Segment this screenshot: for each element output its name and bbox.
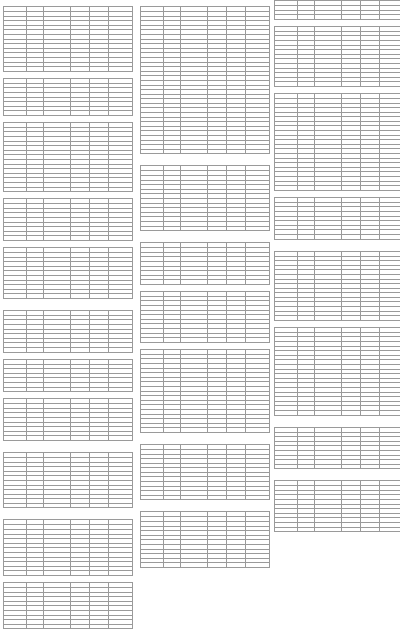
table-cell bbox=[361, 186, 380, 191]
table-cell bbox=[44, 624, 71, 629]
table-cell bbox=[27, 67, 44, 72]
table-cell bbox=[380, 82, 400, 87]
table-row bbox=[141, 280, 270, 285]
table-cell bbox=[44, 236, 71, 241]
table-cell bbox=[164, 149, 181, 154]
table-cell bbox=[27, 294, 44, 299]
table-cell bbox=[141, 149, 164, 154]
table-cell bbox=[361, 527, 380, 532]
table-cell bbox=[315, 186, 342, 191]
table-cell bbox=[298, 527, 315, 532]
table-cell bbox=[181, 495, 208, 500]
table-cell bbox=[90, 624, 109, 629]
table-cell bbox=[27, 348, 44, 353]
score-table bbox=[3, 310, 133, 353]
column-1 bbox=[3, 0, 126, 569]
table-cell bbox=[109, 348, 133, 353]
table-cell bbox=[181, 149, 208, 154]
table-cell bbox=[181, 563, 208, 568]
table-cell bbox=[275, 527, 298, 532]
table-cell bbox=[246, 563, 270, 568]
table-cell bbox=[380, 410, 400, 415]
table-cell bbox=[315, 234, 342, 239]
table-cell bbox=[275, 234, 298, 239]
table-cell bbox=[380, 15, 400, 20]
score-table bbox=[274, 197, 400, 240]
table-cell bbox=[71, 236, 90, 241]
table-cell bbox=[227, 495, 246, 500]
table-row bbox=[4, 624, 133, 629]
table-cell bbox=[361, 410, 380, 415]
table-cell bbox=[298, 186, 315, 191]
table-cell bbox=[90, 187, 109, 192]
column-content bbox=[274, 0, 397, 532]
table-cell bbox=[27, 503, 44, 508]
table-cell bbox=[361, 15, 380, 20]
table-cell bbox=[141, 428, 164, 433]
table-row bbox=[4, 571, 133, 576]
table-row bbox=[275, 234, 400, 239]
table-cell bbox=[208, 338, 227, 343]
table-cell bbox=[342, 234, 361, 239]
score-table bbox=[274, 251, 400, 321]
table-cell bbox=[27, 387, 44, 392]
table-cell bbox=[246, 226, 270, 231]
table-row bbox=[275, 82, 400, 87]
table-row bbox=[275, 527, 400, 532]
table-row bbox=[275, 186, 400, 191]
table-cell bbox=[109, 111, 133, 116]
table-cell bbox=[71, 187, 90, 192]
table-cell bbox=[44, 503, 71, 508]
table-cell bbox=[315, 316, 342, 321]
table-cell bbox=[208, 495, 227, 500]
table-cell bbox=[109, 503, 133, 508]
table-cell bbox=[71, 111, 90, 116]
table-cell bbox=[298, 316, 315, 321]
table-cell bbox=[4, 387, 27, 392]
table-cell bbox=[361, 316, 380, 321]
table-cell bbox=[4, 294, 27, 299]
table-cell bbox=[164, 338, 181, 343]
table-cell bbox=[109, 236, 133, 241]
table-cell bbox=[315, 82, 342, 87]
table-cell bbox=[380, 316, 400, 321]
table-cell bbox=[71, 624, 90, 629]
table-cell bbox=[71, 294, 90, 299]
table-row bbox=[141, 338, 270, 343]
table-cell bbox=[109, 294, 133, 299]
table-cell bbox=[315, 15, 342, 20]
table-row bbox=[275, 15, 400, 20]
table-cell bbox=[275, 410, 298, 415]
table-cell bbox=[109, 387, 133, 392]
table-cell bbox=[4, 571, 27, 576]
table-cell bbox=[208, 563, 227, 568]
table-cell bbox=[298, 82, 315, 87]
table-cell bbox=[27, 624, 44, 629]
table-row bbox=[4, 348, 133, 353]
table-row bbox=[4, 67, 133, 72]
table-cell bbox=[298, 464, 315, 469]
score-table bbox=[140, 165, 270, 231]
table-cell bbox=[71, 387, 90, 392]
table-cell bbox=[164, 428, 181, 433]
table-row bbox=[275, 316, 400, 321]
table-cell bbox=[44, 436, 71, 441]
table-row bbox=[141, 226, 270, 231]
table-cell bbox=[27, 111, 44, 116]
table-cell bbox=[90, 436, 109, 441]
table-cell bbox=[71, 436, 90, 441]
score-table bbox=[3, 582, 133, 629]
table-row bbox=[4, 236, 133, 241]
table-cell bbox=[227, 149, 246, 154]
table-row bbox=[141, 428, 270, 433]
table-cell bbox=[90, 503, 109, 508]
score-table bbox=[3, 398, 133, 441]
table-cell bbox=[109, 187, 133, 192]
table-row bbox=[275, 410, 400, 415]
table-cell bbox=[164, 226, 181, 231]
table-cell bbox=[90, 236, 109, 241]
table-row bbox=[141, 563, 270, 568]
table-row bbox=[4, 387, 133, 392]
table-cell bbox=[90, 111, 109, 116]
table-cell bbox=[109, 67, 133, 72]
table-cell bbox=[298, 15, 315, 20]
score-table bbox=[3, 359, 133, 393]
table-row bbox=[4, 436, 133, 441]
score-table bbox=[140, 242, 270, 285]
table-cell bbox=[71, 67, 90, 72]
score-table bbox=[274, 0, 400, 20]
table-cell bbox=[4, 436, 27, 441]
table-cell bbox=[141, 280, 164, 285]
table-cell bbox=[71, 503, 90, 508]
table-cell bbox=[109, 571, 133, 576]
table-cell bbox=[181, 428, 208, 433]
table-cell bbox=[315, 410, 342, 415]
table-cell bbox=[44, 571, 71, 576]
score-table bbox=[274, 26, 400, 87]
table-cell bbox=[246, 280, 270, 285]
table-cell bbox=[141, 495, 164, 500]
table-cell bbox=[227, 338, 246, 343]
table-cell bbox=[44, 294, 71, 299]
score-table bbox=[274, 327, 400, 416]
score-table bbox=[3, 198, 133, 241]
table-cell bbox=[208, 428, 227, 433]
table-cell bbox=[380, 186, 400, 191]
table-cell bbox=[44, 187, 71, 192]
table-cell bbox=[4, 67, 27, 72]
table-cell bbox=[44, 67, 71, 72]
table-cell bbox=[342, 527, 361, 532]
score-table bbox=[3, 78, 133, 116]
score-table bbox=[140, 511, 270, 568]
table-cell bbox=[71, 348, 90, 353]
table-cell bbox=[90, 294, 109, 299]
score-table bbox=[3, 519, 133, 576]
table-cell bbox=[181, 280, 208, 285]
score-table bbox=[3, 452, 133, 509]
table-cell bbox=[164, 563, 181, 568]
table-cell bbox=[4, 348, 27, 353]
table-cell bbox=[246, 338, 270, 343]
table-cell bbox=[208, 226, 227, 231]
table-cell bbox=[246, 495, 270, 500]
table-cell bbox=[380, 527, 400, 532]
table-cell bbox=[361, 464, 380, 469]
score-table bbox=[3, 6, 133, 72]
table-cell bbox=[90, 387, 109, 392]
table-cell bbox=[342, 464, 361, 469]
table-cell bbox=[342, 82, 361, 87]
score-table bbox=[140, 444, 270, 501]
table-cell bbox=[275, 82, 298, 87]
table-cell bbox=[246, 149, 270, 154]
table-cell bbox=[4, 503, 27, 508]
table-row bbox=[141, 149, 270, 154]
table-cell bbox=[342, 186, 361, 191]
table-cell bbox=[181, 226, 208, 231]
table-cell bbox=[141, 563, 164, 568]
table-cell bbox=[361, 82, 380, 87]
score-table bbox=[274, 93, 400, 191]
table-cell bbox=[227, 428, 246, 433]
table-row bbox=[4, 111, 133, 116]
table-cell bbox=[315, 464, 342, 469]
score-table bbox=[274, 480, 400, 532]
column-2 bbox=[140, 0, 263, 569]
table-cell bbox=[109, 436, 133, 441]
table-cell bbox=[90, 348, 109, 353]
table-cell bbox=[380, 464, 400, 469]
table-cell bbox=[246, 428, 270, 433]
table-cell bbox=[275, 464, 298, 469]
score-table bbox=[140, 291, 270, 343]
table-row bbox=[275, 464, 400, 469]
score-table bbox=[3, 247, 133, 299]
table-cell bbox=[44, 111, 71, 116]
table-cell bbox=[164, 495, 181, 500]
table-cell bbox=[90, 67, 109, 72]
table-cell bbox=[44, 348, 71, 353]
table-cell bbox=[27, 571, 44, 576]
table-cell bbox=[27, 187, 44, 192]
table-cell bbox=[380, 234, 400, 239]
score-table bbox=[3, 122, 133, 192]
table-cell bbox=[4, 111, 27, 116]
table-cell bbox=[275, 316, 298, 321]
table-cell bbox=[27, 436, 44, 441]
column-content bbox=[3, 0, 126, 629]
table-cell bbox=[141, 226, 164, 231]
table-cell bbox=[227, 226, 246, 231]
table-cell bbox=[275, 186, 298, 191]
table-cell bbox=[4, 624, 27, 629]
table-cell bbox=[342, 410, 361, 415]
score-table bbox=[140, 349, 270, 433]
column-content bbox=[140, 0, 263, 568]
score-table bbox=[274, 427, 400, 470]
table-cell bbox=[208, 280, 227, 285]
table-cell bbox=[71, 571, 90, 576]
table-row bbox=[4, 503, 133, 508]
table-cell bbox=[164, 280, 181, 285]
table-cell bbox=[141, 338, 164, 343]
table-cell bbox=[208, 149, 227, 154]
column-3 bbox=[274, 0, 397, 569]
table-cell bbox=[227, 563, 246, 568]
table-cell bbox=[298, 410, 315, 415]
table-row bbox=[4, 187, 133, 192]
score-table bbox=[140, 6, 270, 154]
table-cell bbox=[275, 15, 298, 20]
table-cell bbox=[181, 338, 208, 343]
table-cell bbox=[361, 234, 380, 239]
table-cell bbox=[4, 236, 27, 241]
table-row bbox=[141, 495, 270, 500]
table-cell bbox=[90, 571, 109, 576]
table-cell bbox=[342, 15, 361, 20]
table-cell bbox=[298, 234, 315, 239]
table-row bbox=[4, 294, 133, 299]
table-cell bbox=[109, 624, 133, 629]
table-cell bbox=[315, 527, 342, 532]
table-cell bbox=[4, 187, 27, 192]
table-cell bbox=[44, 387, 71, 392]
table-cell bbox=[342, 316, 361, 321]
table-cell bbox=[227, 280, 246, 285]
table-cell bbox=[27, 236, 44, 241]
